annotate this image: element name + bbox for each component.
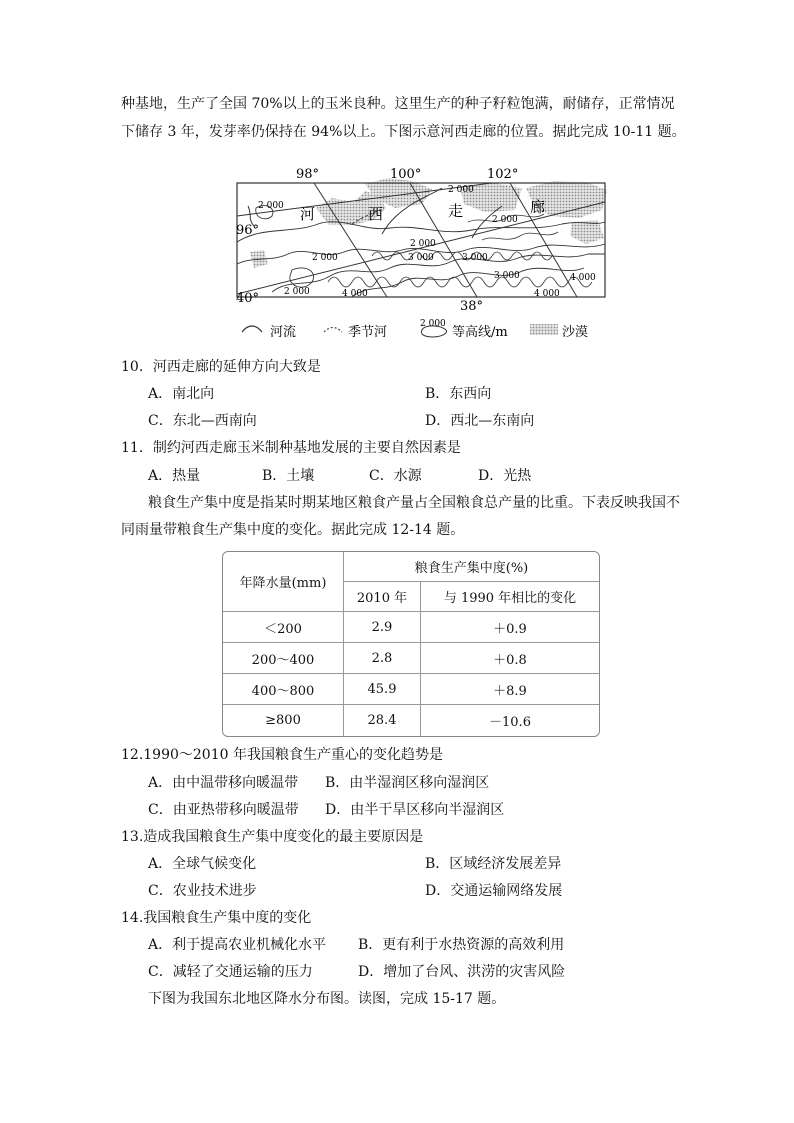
contour-label: 2 000 <box>284 287 310 297</box>
q11-option-a[interactable]: A．热量 <box>148 468 201 484</box>
q10-stem: 10．河西走廊的延伸方向大致是 <box>121 359 321 375</box>
q10-option-a[interactable]: A．南北向 <box>148 386 215 402</box>
outro-line: 下图为我国东北地区降水分布图。读图，完成 15-17 题。 <box>148 991 506 1007</box>
row-header-precip: 年降水量(mm) <box>223 552 344 612</box>
cell-2010: 28.4 <box>344 705 421 736</box>
q10-option-c[interactable]: C．东北—西南向 <box>148 413 257 429</box>
q11-option-b[interactable]: B．土壤 <box>262 468 315 484</box>
q10-option-b[interactable]: B．东西向 <box>425 386 492 402</box>
q14-option-c[interactable]: C．减轻了交通运输的压力 <box>148 964 313 980</box>
legend-contour-value: 2 000 <box>420 319 446 329</box>
cell-range: ＜200 <box>223 612 344 643</box>
cell-range: 400～800 <box>223 674 344 705</box>
q14-option-d[interactable]: D．增加了台风、洪涝的灾害风险 <box>358 964 566 980</box>
lat-label-96: 96° <box>236 223 260 238</box>
contour-label: 2 000 <box>492 215 518 225</box>
q12-option-a[interactable]: A．由中温带移向暖温带 <box>148 775 299 791</box>
region-char-4: 廊 <box>530 198 546 216</box>
seasonal-river-legend-icon <box>324 328 342 333</box>
legend-contour-label: 等高线/m <box>452 325 508 340</box>
desert-legend-icon <box>530 324 558 335</box>
table-row <box>223 612 599 643</box>
q13-option-b[interactable]: B．区域经济发展差异 <box>425 856 562 872</box>
q12-stem: 12.1990～2010 年我国粮食生产重心的变化趋势是 <box>121 747 443 763</box>
intro2-line-2: 同雨量带粮食生产集中度的变化。据此完成 12-14 题。 <box>121 522 465 538</box>
q12-option-d[interactable]: D．由半干旱区移向半湿润区 <box>325 802 505 818</box>
q10-option-d[interactable]: D．西北—东南向 <box>425 413 535 429</box>
mountain-contours <box>328 214 592 287</box>
lon-label-100: 100° <box>390 167 422 182</box>
q12-option-c[interactable]: C．由亚热带移向暖温带 <box>148 802 299 818</box>
cell-change: ＋0.9 <box>421 612 599 643</box>
contour-label: 3 000 <box>408 253 434 263</box>
q13-option-d[interactable]: D．交通运输网络发展 <box>425 883 563 899</box>
q11-stem: 11．制约河西走廊玉米制种基地发展的主要自然因素是 <box>121 440 461 456</box>
legend-river-label: 河流 <box>270 325 297 340</box>
cell-change: ＋0.8 <box>421 643 599 674</box>
contour-label: 3 000 <box>462 253 488 263</box>
lat-label-40: 40° <box>236 291 260 306</box>
map-legend <box>242 319 588 340</box>
table-row <box>223 643 599 674</box>
q13-option-a[interactable]: A．全球气候变化 <box>148 856 257 872</box>
region-char-2: 西 <box>368 205 384 223</box>
lat-label-38: 38° <box>460 299 484 314</box>
lon-label-102: 102° <box>487 167 519 182</box>
q13-stem: 13.造成我国粮食生产集中度变化的最主要原因是 <box>121 829 424 845</box>
cell-2010: 45.9 <box>344 674 421 705</box>
intro2-line-1: 粮食生产集中度是指某时期某地区粮食产量占全国粮食总产量的比重。下表反映我国不 <box>148 495 680 511</box>
legend-seasonal-river-label: 季节河 <box>348 325 388 340</box>
q14-stem: 14.我国粮食生产集中度的变化 <box>121 910 312 926</box>
q14-option-b[interactable]: B．更有利于水热资源的高效利用 <box>358 937 565 953</box>
q13-option-c[interactable]: C．农业技术进步 <box>148 883 257 899</box>
river-legend-icon <box>242 326 262 332</box>
region-char-1: 河 <box>300 205 316 223</box>
col-header-2010: 2010 年 <box>344 582 421 612</box>
table-row <box>223 674 599 705</box>
contour-label: 4 000 <box>342 289 368 299</box>
q14-option-a[interactable]: A．利于提高农业机械化水平 <box>148 937 327 953</box>
q11-option-d[interactable]: D．光热 <box>478 468 532 484</box>
grain-concentration-table <box>222 551 600 737</box>
group-header-concentration: 粮食生产集中度(%) <box>344 552 599 582</box>
q12-option-b[interactable]: B．由半湿润区移向湿润区 <box>325 775 490 791</box>
contour-label: 2 000 <box>448 185 474 195</box>
hexi-corridor-map <box>232 164 612 346</box>
cell-change: －10.6 <box>489 715 531 730</box>
contour-label: 3 000 <box>494 271 520 281</box>
cell-change: ＋8.9 <box>421 674 599 705</box>
cell-range: 200～400 <box>223 643 344 674</box>
cell-2010: 2.8 <box>344 643 421 674</box>
intro-line-1: 种基地，生产了全国 70%以上的玉米良种。这里生产的种子籽粒饱满，耐储存，正常情况 <box>121 96 675 112</box>
contour-label: 2 000 <box>312 253 338 263</box>
table-row <box>223 705 599 736</box>
region-char-3: 走 <box>448 202 464 220</box>
contour-label: 2 000 <box>410 239 436 249</box>
contour-label: 4 000 <box>570 273 596 283</box>
contour-label: 4 000 <box>534 289 560 299</box>
lon-label-98: 98° <box>296 167 320 182</box>
col-header-change: 与 1990 年相比的变化 <box>421 582 599 612</box>
legend-desert-label: 沙漠 <box>562 325 589 340</box>
cell-range: ≥800 <box>223 705 344 736</box>
intro-line-2: 下储存 3 年，发芽率仍保持在 94%以上。下图示意河西走廊的位置。据此完成 10-11 题。 <box>121 124 686 140</box>
contour-label: 2 000 <box>258 201 284 211</box>
cell-2010: 2.9 <box>344 612 421 643</box>
q11-option-c[interactable]: C．水源 <box>369 468 422 484</box>
